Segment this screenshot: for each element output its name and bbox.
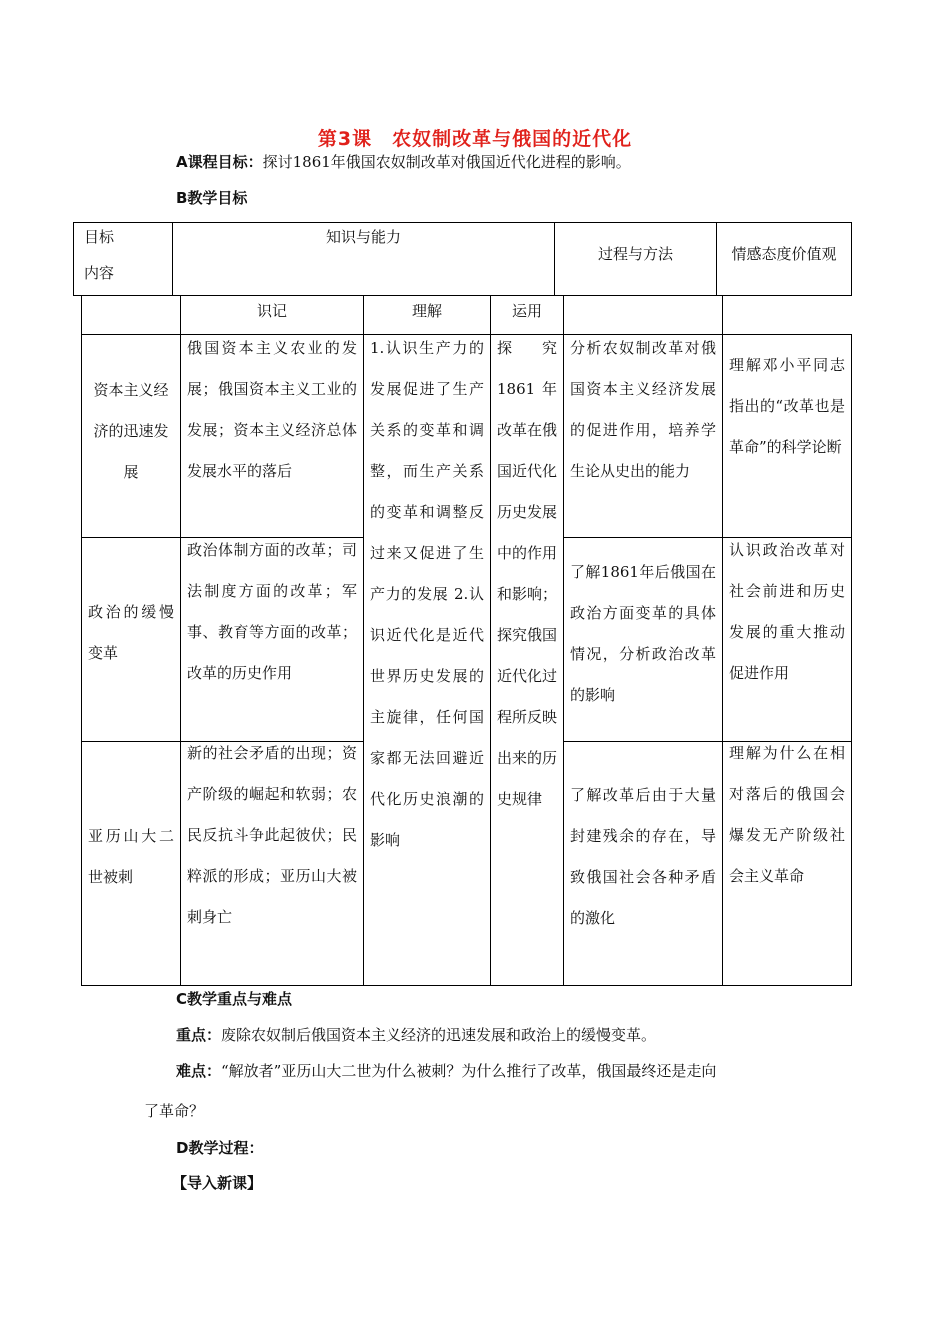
row2-topic: 政治的缓慢变革	[88, 603, 174, 662]
row2-process: 了解1861年后俄国在政治方面变革的具体情况，分析政治改革的影响	[570, 563, 716, 704]
hdr-understand: 理解	[411, 302, 442, 320]
difficult-point	[176, 1061, 716, 1081]
apply-merged: 探究1861年改革在俄国近代化历史发展中的作用和影响；探究俄国近代化过程所反映出来的历史规律	[497, 339, 558, 808]
teaching-process-heading: D教学过程：	[176, 1139, 264, 1157]
hdr-target-line2: 内容	[84, 264, 115, 282]
row3-topic: 亚历山大二世被刺	[88, 827, 174, 886]
key-point-label: 重点：	[176, 1026, 222, 1044]
hdr-process: 过程与方法	[597, 245, 673, 263]
difficult-point-text-1: “解放者”亚历山大二世为什么被刺？为什么推行了改革，俄国最终还是走向	[221, 1062, 717, 1080]
teaching-goal-heading: B教学目标	[176, 189, 248, 207]
hdr2-blank-cell	[81, 295, 181, 335]
difficult-point-label: 难点：	[176, 1062, 222, 1080]
difficult-point-text-2: 了革命？	[144, 1102, 205, 1120]
row3-recall: 新的社会矛盾的出现；资产阶级的崛起和软弱；农民反抗斗争此起彼伏；民粹派的形成；亚历山大被刺身亡	[187, 744, 357, 926]
row3-emotion: 理解为什么在相对落后的俄国会爆发无产阶级社会主义革命	[729, 744, 845, 885]
key-point-text: 废除农奴制后俄国资本主义经济的迅速发展和政治上的缓慢变革。	[221, 1026, 657, 1044]
row3-process: 了解改革后由于大量封建残余的存在，导致俄国社会各种矛盾的激化	[570, 786, 716, 927]
row1-recall: 俄国资本主义农业的发展；俄国资本主义工业的发展；资本主义经济总体发展水平的落后	[187, 339, 357, 480]
course-goal-label: A课程目标：	[176, 153, 263, 171]
intro-heading: 【导入新课】	[172, 1174, 263, 1192]
row2-emotion: 认识政治改革对社会前进和历史发展的重大推动促进作用	[729, 541, 845, 682]
course-goal	[176, 152, 631, 172]
row1-emotion: 理解邓小平同志指出的“改革也是革命”的科学论断	[729, 356, 845, 456]
hdr-apply: 运用	[511, 302, 542, 320]
page-title: 第3课 农奴制改革与俄国的近代化	[317, 128, 633, 150]
course-goal-text: 探讨1861年俄国农奴制改革对俄国近代化进程的影响。	[262, 153, 631, 171]
row2-recall: 政治体制方面的改革；司法制度方面的改革；军事、教育等方面的改革；改革的历史作用	[187, 541, 357, 682]
row1-process: 分析农奴制改革对俄国资本主义经济发展的促进作用，培养学生论从史出的能力	[570, 339, 716, 480]
key-difficult-heading: C教学重点与难点	[176, 990, 293, 1008]
hdr-emotion: 情感态度价值观	[731, 245, 837, 263]
understand-merged: 1.认识生产力的发展促进了生产关系的变革和调整，而生产关系的变革和调整反过来又促进了生产力的发展 2.认识近代化是近代世界历史发展的主旋律，任何国家都无法回避近代化历史浪潮的影响	[370, 339, 484, 849]
hdr-target-line1: 目标	[84, 228, 115, 246]
hdr-knowledge: 知识与能力	[325, 228, 401, 246]
row1-topic: 资本主义经济的迅速发展	[93, 381, 169, 481]
key-point	[176, 1025, 656, 1045]
hdr-recall: 识记	[256, 302, 287, 320]
